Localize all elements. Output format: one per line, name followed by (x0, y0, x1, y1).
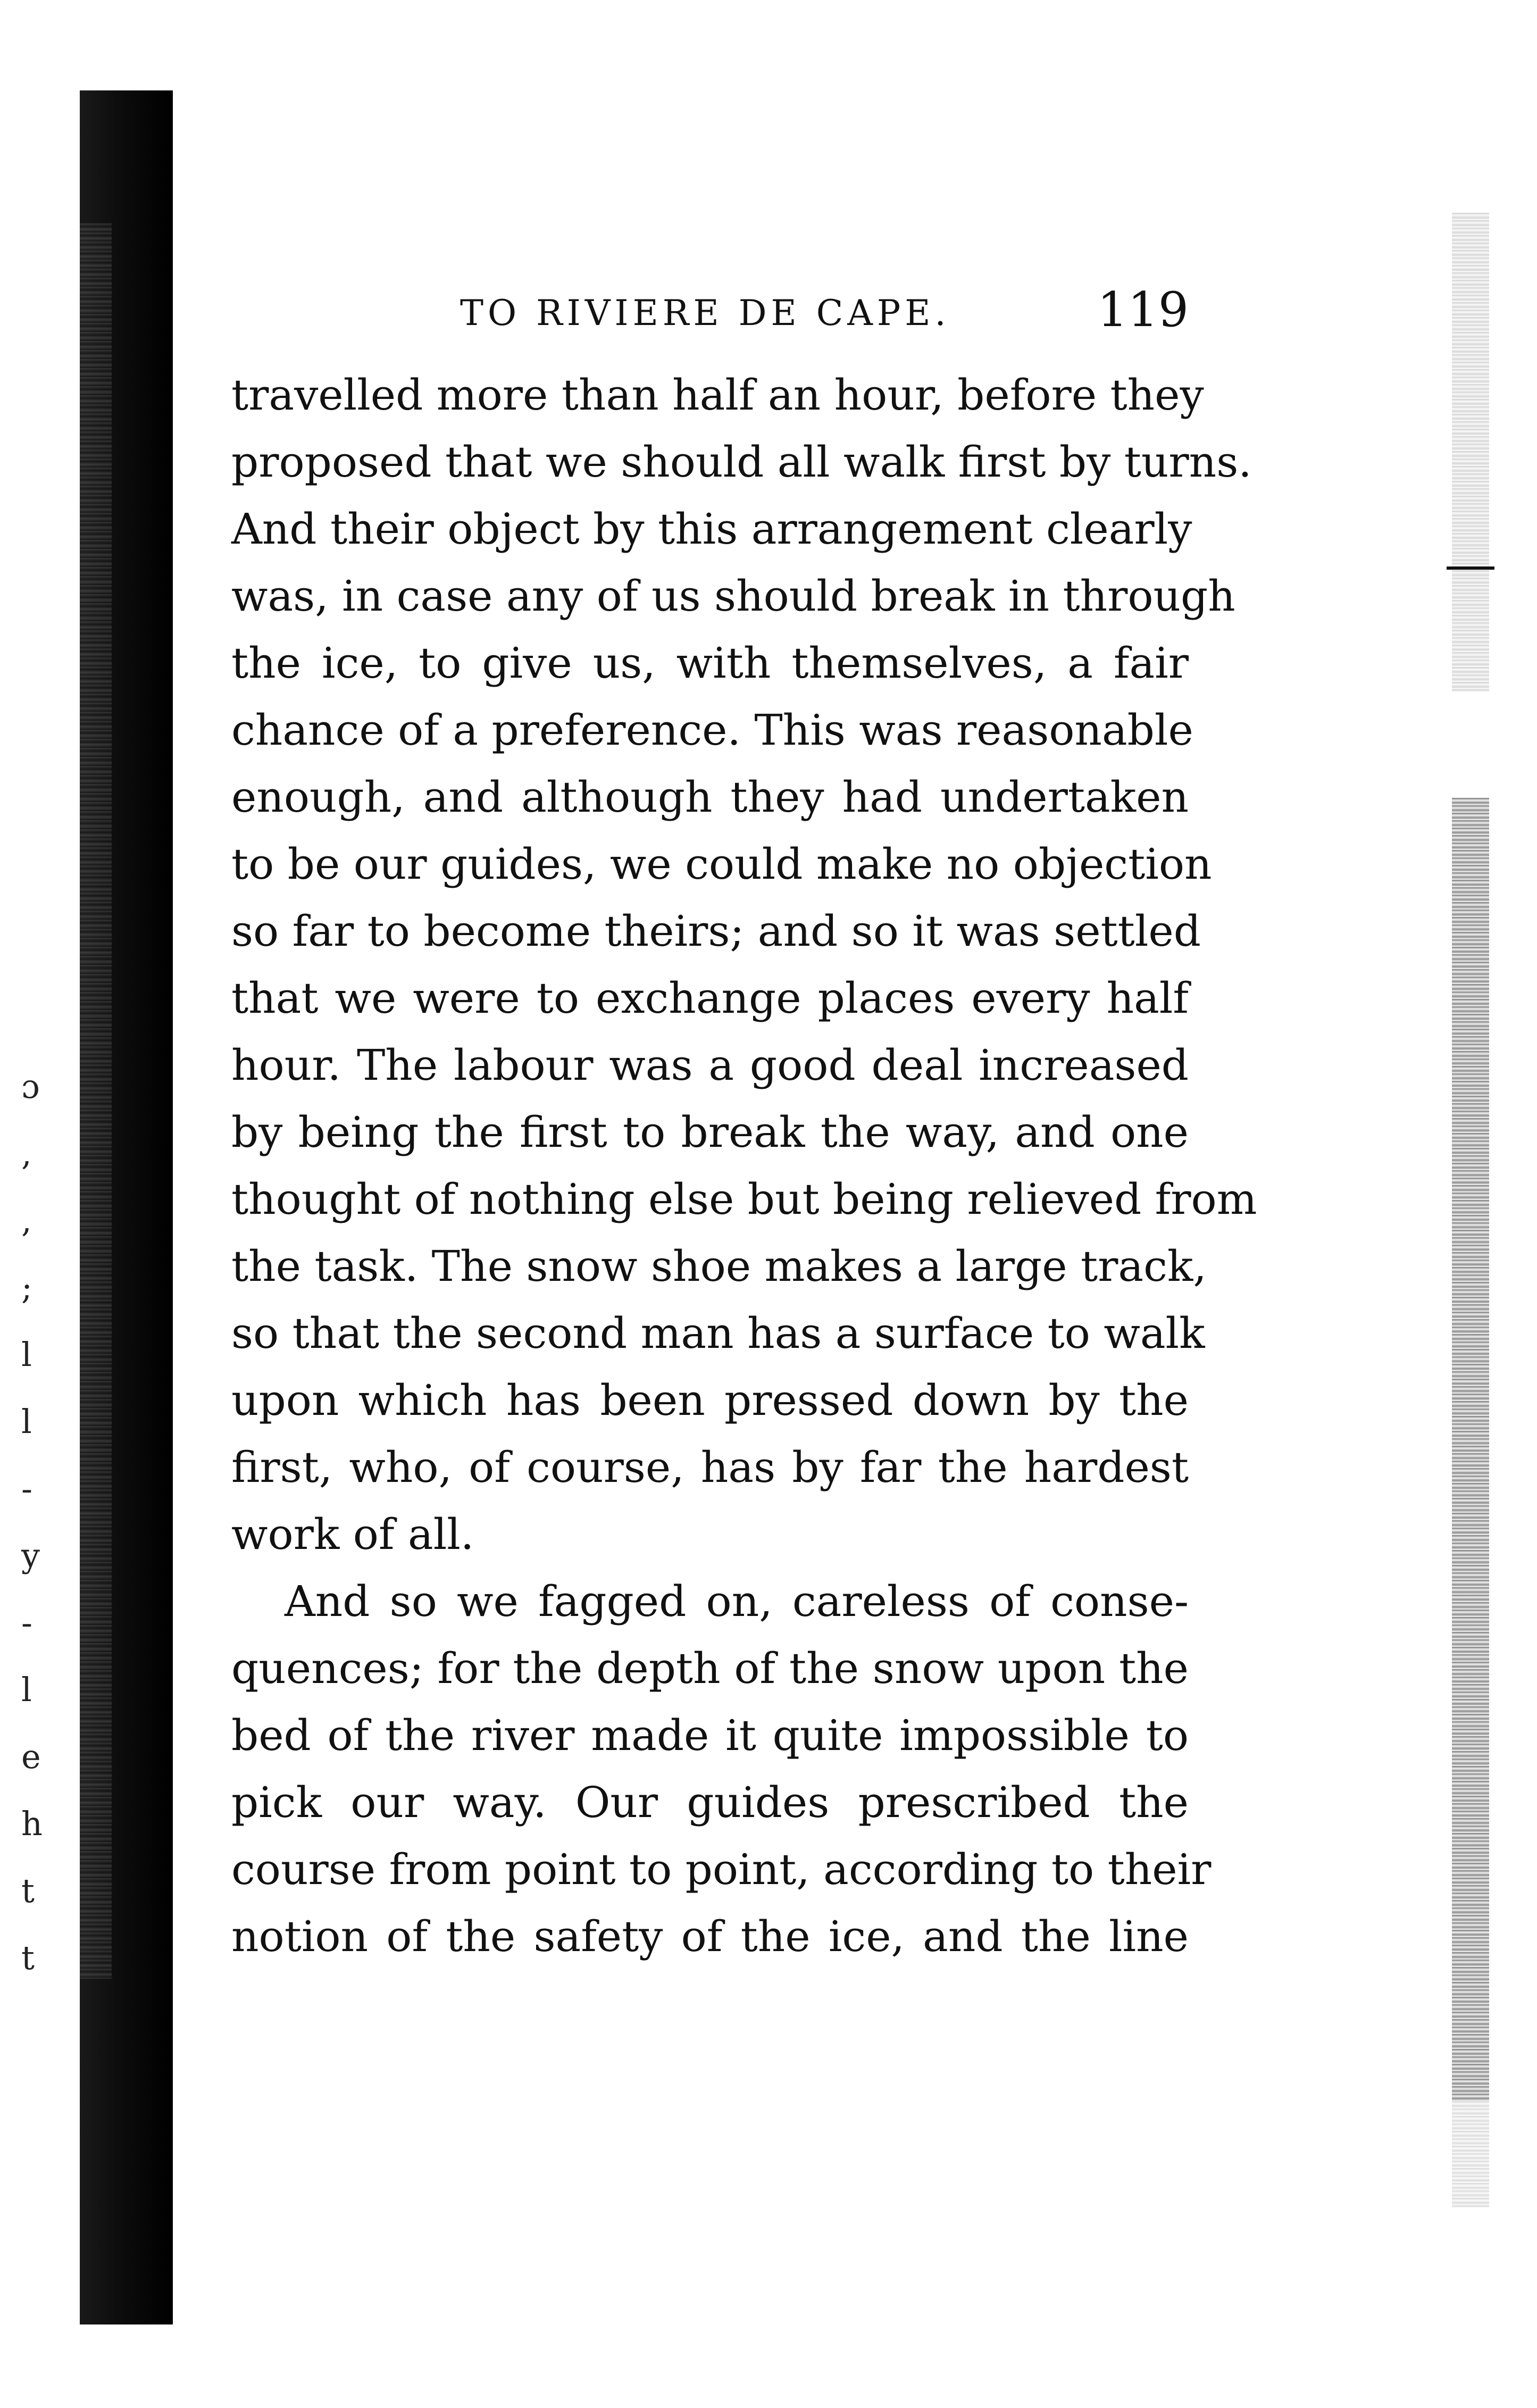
running-title: TO RIVIERE DE CAPE. (460, 293, 950, 334)
text-line: course from point to point, according to their (231, 1845, 1212, 1894)
text-line: to be our guides, we could make no objection (231, 839, 1212, 889)
text-line: pick our way. Our guides prescribed the (231, 1778, 1189, 1827)
text-line: the ice, to give us, with themselves, a fair (231, 638, 1189, 688)
edge-noise (1452, 213, 1489, 691)
text-line: work of all. (231, 1510, 474, 1559)
facing-mark: e (21, 1737, 41, 1776)
text-line: by being the first to break the way, and one (231, 1107, 1189, 1157)
body-text (231, 362, 1257, 1970)
text-line: so that the second man has a surface to walk (231, 1309, 1205, 1358)
facing-mark: - (21, 1469, 32, 1508)
text-line: thought of nothing else but being relieved from (231, 1174, 1257, 1224)
text-line: And their object by this arrangement clearly (231, 504, 1192, 554)
edge-noise (1452, 2101, 1489, 2207)
text-line: was, in case any of us should break in through (231, 571, 1235, 621)
page-number: 119 (1097, 282, 1189, 338)
facing-mark: l (21, 1335, 32, 1374)
edge-noise (1452, 798, 1489, 2101)
running-head (231, 282, 1189, 346)
text-line: first, who, of course, has by far the hardest (231, 1443, 1189, 1492)
facing-mark: l (21, 1670, 32, 1709)
text-line: hour. The labour was a good deal increased (231, 1040, 1189, 1090)
facing-mark: y (21, 1536, 40, 1575)
facing-mark: - (21, 1603, 32, 1642)
facing-mark: t (21, 1938, 35, 1977)
facing-mark: h (21, 1804, 43, 1843)
text-line: notion of the safety of the ice, and the line (231, 1912, 1189, 1961)
facing-mark: ; (21, 1268, 32, 1307)
text-line: travelled more than half an hour, before they (231, 370, 1204, 420)
text-line: the task. The snow shoe makes a large track, (231, 1242, 1207, 1291)
binding-shadow (80, 90, 173, 2324)
facing-mark: l (21, 1402, 32, 1441)
text-line: bed of the river made it quite impossible to (231, 1711, 1189, 1760)
text-line: quences; for the depth of the snow upon the (231, 1644, 1189, 1693)
text-line: upon which has been pressed down by the (231, 1376, 1189, 1425)
text-line: And so we fagged on, careless of conse- (285, 1577, 1189, 1626)
facing-mark: ɔ (21, 1067, 40, 1106)
right-edge-bleed (1436, 213, 1500, 2181)
text-line: enough, and although they had undertaken (231, 772, 1189, 822)
text-line: that we were to exchange places every half (231, 973, 1189, 1023)
text-line: chance of a preference. This was reasonable (231, 705, 1193, 755)
facing-mark: t (21, 1871, 35, 1910)
facing-mark: , (21, 1134, 32, 1173)
text-line: so far to become theirs; and so it was settled (231, 906, 1201, 956)
book-page (231, 282, 1257, 1970)
facing-mark: , (21, 1201, 32, 1240)
text-line: proposed that we should all walk first by turns. (231, 437, 1252, 487)
edge-rule (1447, 566, 1494, 570)
facing-page-bleed (21, 1053, 69, 1992)
